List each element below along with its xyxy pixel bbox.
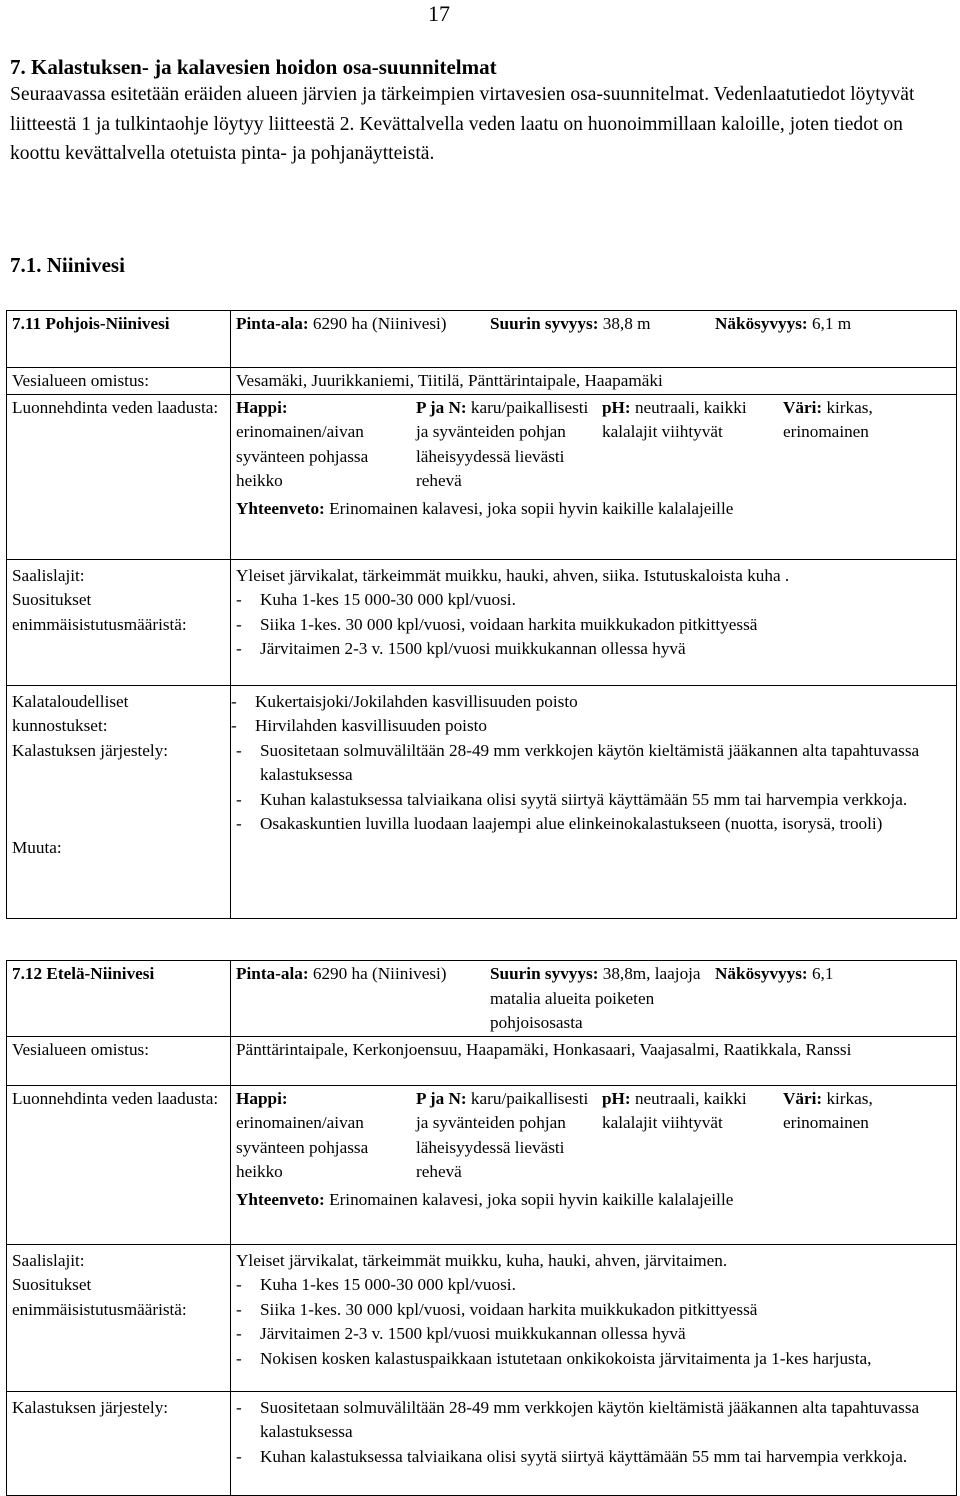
colour-label: Väri: [783,397,823,417]
ph-value: neutraali, kaikki kalalajit viihtyvät [602,1088,747,1132]
nutrients-label: P ja N: [416,1088,467,1108]
oxygen [236,396,416,494]
depth-value: 38,8m, laajoja matalia alueita poiketen pohjoisosasta [490,964,701,1032]
nutrients [416,1087,602,1185]
nutrients [416,396,602,494]
ph-value: neutraali, kaikki kalalajit viihtyvät [602,397,747,441]
page-number: 17 [428,1,450,26]
basic-info [231,961,957,1036]
quality-cell [231,1085,957,1244]
section-heading: 7. Kalastuksen- ja kalavesien hoidon osa-suunnitelmat [10,55,497,79]
list-item: - Järvitaimen 2-3 v. 1500 kpl/vuosi muikkukannan ollessa hyvä [236,639,686,658]
list-item: - Kukertaisjoki/Jokilahden kasvillisuuden poisto [231,691,578,711]
colour [783,1087,952,1185]
list-item: - Suositetaan solmuväliltään 28-49 mm verkkojen käytön kieltämistä jääkannen alta tapahtuvassa kalastuksessa [236,740,920,784]
list-item: - Nokisen kosken kalastuspaikkaan istutetaan onkikokoista järvitaimenta ja 1-kes harjusta, [236,1348,872,1368]
catch-species-label: Saalislajit: [12,565,85,585]
species-recommendation-values [231,1244,957,1391]
list-item: - Siika 1-kes. 30 000 kpl/vuosi, voidaan harkita muikkukadon pitkittyessä [236,1299,758,1319]
summary-label: Yhteenveto: [236,498,325,518]
ownership-value: Vesamäki, Juurikkaniemi, Tiitilä, Pänttärintaipale, Haapamäki [231,368,957,395]
restoration-label: Kalataloudelliset kunnostukset: [12,691,129,735]
summary-value: Erinomainen kalavesi, joka sopii hyvin kaikille kalalajeille [329,1189,734,1209]
basic-info-cell [231,961,957,1037]
lake-table-etela-niinivesi [6,960,957,1496]
measures-labels [7,1391,231,1495]
stocking-label: Suositukset enimmäisistutusmääristä: [12,1275,187,1319]
intro-paragraph: Seuraavassa esitetään eräiden alueen järvien ja tärkeimpien virtavesien osa-suunnitelmat. Vedenlaatutiedot löytyvät liitteestä 1 ja tulkintaohje löytyy liitteestä 2. Kevättalvella veden laatu on huonoimmillaan kaloille, joten tiedot on koottu kevättalvella otetuista pinta- ja pohjanäytteistä. [10,84,915,164]
quality-label: Luonnehdinta veden laadusta: [7,394,231,559]
oxygen [236,1087,416,1185]
fishing-arrangement-label: Kalastuksen järjestely: [12,1397,169,1417]
lake-title: 7.11 Pohjois-Niinivesi [7,311,231,368]
measures-labels [7,685,231,918]
catch-species-value: Yleiset järvikalat, tärkeimmät muikku, kuha, hauki, ahven, järvitaimen. [236,1250,728,1270]
area-label: Pinta-ala: [236,314,309,333]
oxygen-value: erinomainen/aivan syvänteen pohjassa heikko [236,422,369,490]
colour-value: kirkas, erinomainen [783,397,873,441]
ph-label: pH: [602,397,631,417]
depth-cell [485,311,710,337]
colour [783,396,952,494]
area-cell [231,311,485,337]
species-recommendation-labels [7,1244,231,1391]
oxygen-label: Happi: [236,1088,288,1108]
area-value: 6290 ha (Niinivesi) [312,964,447,983]
species-recommendation-values [231,559,957,685]
ownership-label: Vesialueen omistus: [7,368,231,395]
colour-value: kirkas, erinomainen [783,1088,873,1132]
other-label: Muuta: [12,838,62,857]
list-item: - Kuhan kalastuksessa talviaikana olisi syytä siirtyä käyttämään 55 mm tai harvempia verkkoja. [236,1446,908,1466]
lake-title: 7.12 Etelä-Niinivesi [7,961,231,1037]
depth-label: Suurin syvyys: [490,964,599,983]
measures-values [231,685,957,918]
area-value: 6290 ha (Niinivesi) [312,314,447,333]
ph-label: pH: [602,1088,631,1108]
ph [602,396,783,494]
basic-info-cell [231,311,957,368]
depth-cell [485,961,710,1036]
visibility-cell [710,961,957,1036]
colour-label: Väri: [783,1088,823,1108]
visibility-value: 6,1 [811,964,834,983]
lake-table-pohjois-niinivesi [6,310,957,919]
list-item: - Siika 1-kes. 30 000 kpl/vuosi, voidaan harkita muikkukadon pitkittyessä [236,614,758,634]
fishing-arrangement-label: Kalastuksen järjestely: [12,740,169,760]
ownership-value: Pänttärintaipale, Kerkonjoensuu, Haapamäki, Honkasaari, Vaajasalmi, Raatikkala, Ranssi [231,1036,957,1085]
list-item: - Kuha 1-kes 15 000-30 000 kpl/vuosi. [236,1275,516,1294]
area-cell [231,961,485,1036]
quality-grid [236,396,952,522]
list-item: - Kuhan kalastuksessa talviaikana olisi syytä siirtyä käyttämään 55 mm tai harvempia verkkoja. [236,789,908,809]
nutrients-value: karu/paikallisesti ja syvänteiden pohjan läheisyydessä lievästi rehevä [416,1088,589,1181]
summary [236,1185,952,1213]
stocking-label: Suositukset enimmäisistutusmääristä: [12,590,187,634]
nutrients-value: karu/paikallisesti ja syvänteiden pohjan läheisyydessä lievästi rehevä [416,397,589,490]
quality-cell [231,394,957,559]
depth-label: Suurin syvyys: [490,314,599,333]
species-recommendation-labels [7,559,231,685]
list-item: - Kuha 1-kes 15 000-30 000 kpl/vuosi. [236,590,516,609]
oxygen-label: Happi: [236,397,288,417]
list-item: - Hirvilahden kasvillisuuden poisto [231,716,488,735]
list-item: - Osakaskuntien luvilla luodaan laajempi alue elinkeinokalastukseen (nuotta, isorysä, trooli) [236,814,883,833]
oxygen-value: erinomainen/aivan syvänteen pohjassa heikko [236,1113,369,1181]
ownership-label: Vesialueen omistus: [7,1036,231,1085]
area-label: Pinta-ala: [236,964,309,983]
visibility-label: Näkösyvyys: [715,964,808,983]
catch-species-label: Saalislajit: [12,1250,85,1270]
visibility-value: 6,1 m [811,314,852,333]
catch-species-value: Yleiset järvikalat, tärkeimmät muikku, hauki, ahven, siika. Istutuskaloista kuha . [236,565,790,585]
summary-value: Erinomainen kalavesi, joka sopii hyvin kaikille kalalajeille [329,498,734,518]
depth-value: 38,8 m [602,314,651,333]
measures-values [231,1391,957,1495]
subsection-heading: 7.1. Niinivesi [10,253,125,277]
quality-label: Luonnehdinta veden laadusta: [7,1085,231,1244]
summary [236,494,952,522]
quality-grid [236,1087,952,1213]
list-item: - Suositetaan solmuväliltään 28-49 mm verkkojen käytön kieltämistä jääkannen alta tapahtuvassa kalastuksessa [236,1397,920,1441]
list-item: - Järvitaimen 2-3 v. 1500 kpl/vuosi muikkukannan ollessa hyvä [236,1324,686,1343]
visibility-label: Näkösyvyys: [715,314,808,333]
nutrients-label: P ja N: [416,397,467,417]
basic-info [231,311,957,337]
summary-label: Yhteenveto: [236,1189,325,1209]
ph [602,1087,783,1185]
visibility-cell [710,311,957,337]
